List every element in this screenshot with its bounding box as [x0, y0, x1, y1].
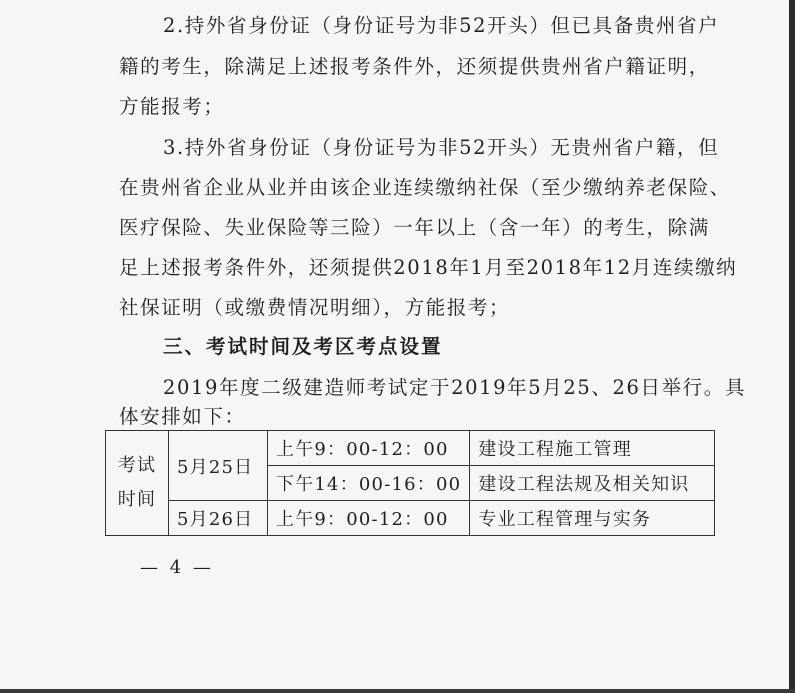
paragraph-line: 2.持外省身份证（身份证号为非52开头）但已具备贵州省户 [163, 14, 720, 37]
time-cell: 上午9：00-12：00 [268, 501, 470, 536]
table-row [106, 431, 715, 466]
paragraph-line: 医疗保险、失业保险等三险）一年以上（含一年）的考生，除满 [119, 216, 710, 239]
schedule-table [105, 430, 715, 536]
scan-edge-right [789, 0, 795, 693]
paragraph-line: 3.持外省身份证（身份证号为非52开头）无贵州省户籍，但 [163, 136, 720, 159]
scan-edge-bottom [0, 689, 795, 693]
paragraph-line: 籍的考生，除满足上述报考条件外，还须提供贵州省户籍证明， [119, 55, 710, 78]
date-cell: 5月26日 [169, 501, 268, 536]
intro-line: 2019年度二级建造师考试定于2019年5月25、26日举行。具 [163, 376, 746, 399]
subject-cell: 建设工程法规及相关知识 [470, 466, 715, 501]
paragraph-line: 社保证明（或缴费情况明细），方能报考； [119, 296, 511, 319]
page-number: — 4 — [140, 557, 214, 578]
time-cell: 上午9：00-12：00 [268, 431, 470, 466]
paragraph-line: 在贵州省企业从业并由该企业连续缴纳社保（至少缴纳养老保险、 [119, 176, 731, 199]
subject-cell: 专业工程管理与实务 [470, 501, 715, 536]
paragraph-line: 足上述报考条件外，还须提供2018年1月至2018年12月连续缴纳 [119, 256, 738, 279]
date-cell: 5月25日 [169, 431, 268, 501]
subject-cell: 建设工程施工管理 [470, 431, 715, 466]
section-heading: 三、考试时间及考区考点设置 [163, 335, 443, 358]
row-header-label: 考试时间 [117, 455, 157, 510]
table-row [106, 501, 715, 536]
row-header-cell [106, 431, 169, 536]
time-cell: 下午14：00-16：00 [268, 466, 470, 501]
paragraph-line: 方能报考； [119, 95, 225, 118]
intro-line: 体安排如下： [119, 405, 246, 428]
